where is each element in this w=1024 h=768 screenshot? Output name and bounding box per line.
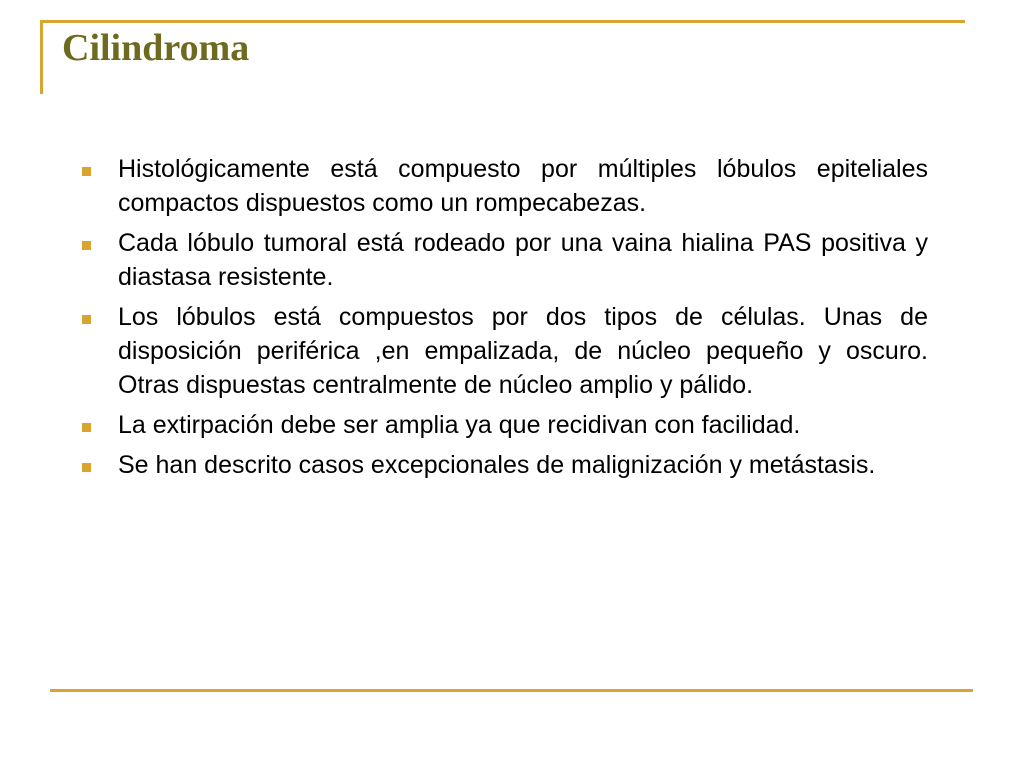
square-bullet-icon	[82, 241, 91, 250]
left-accent-line	[40, 20, 43, 94]
bullet-list	[78, 152, 928, 488]
bullet-item-2	[78, 226, 928, 294]
bottom-accent-line	[50, 689, 973, 692]
bullet-text-3: Los lóbulos está compuestos por dos tipos de células. Unas de disposición periférica ,en empalizada, de núcleo pequeño y oscuro. Otras dispuestas centralmente de núcleo amplio y pálido.	[118, 303, 928, 399]
bullet-item-4	[78, 408, 928, 442]
slide-title: Cilindroma	[62, 27, 250, 69]
top-accent-line	[40, 20, 965, 23]
square-bullet-icon	[82, 167, 91, 176]
bullet-text-1: Histológicamente está compuesto por múltiples lóbulos epiteliales compactos dispuestos como un rompecabezas.	[118, 155, 928, 217]
bullet-text-2: Cada lóbulo tumoral está rodeado por una vaina hialina PAS positiva y diastasa resistente.	[118, 229, 928, 291]
square-bullet-icon	[82, 315, 91, 324]
bullet-item-1	[78, 152, 928, 220]
bullet-text-5: Se han descrito casos excepcionales de malignización y metástasis.	[118, 451, 876, 479]
square-bullet-icon	[82, 463, 91, 472]
square-bullet-icon	[82, 423, 91, 432]
bullet-text-4: La extirpación debe ser amplia ya que recidivan con facilidad.	[118, 411, 801, 439]
bullet-item-5	[78, 448, 928, 482]
bullet-item-3	[78, 300, 928, 402]
